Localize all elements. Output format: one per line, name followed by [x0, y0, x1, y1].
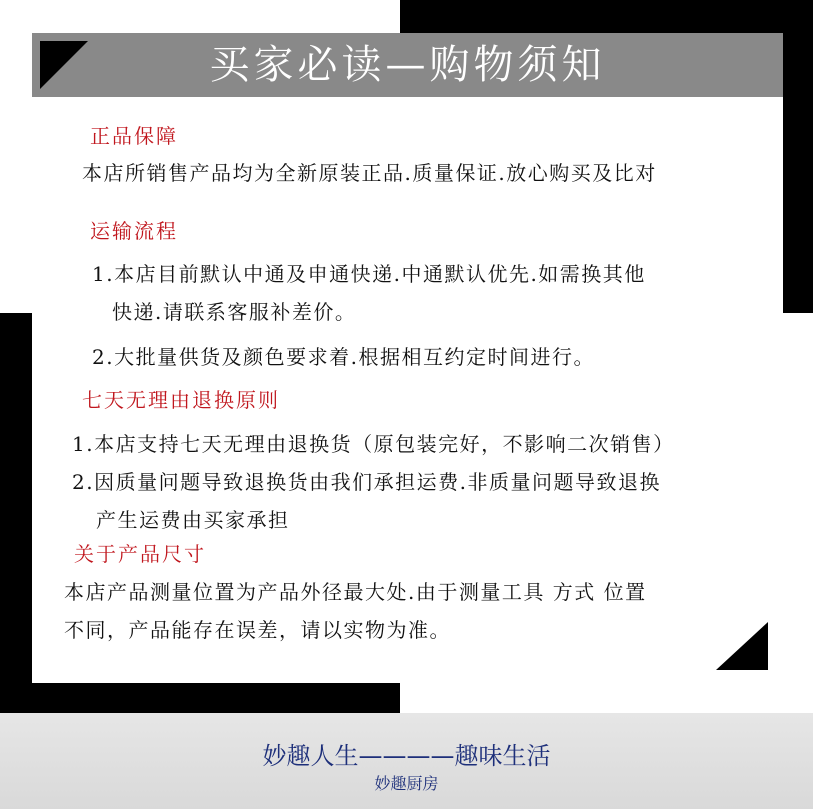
section-line: 不同，产品能存在误差，请以实物为准。: [64, 618, 451, 642]
decorative-block: [783, 313, 813, 713]
section-heading-returns: 七天无理由退换原则: [82, 388, 280, 412]
decorative-block: [0, 683, 400, 713]
section-line: 2.因质量问题导致退换货由我们承担运费.非质量问题导致退换: [72, 470, 661, 494]
section-line: 本店产品测量位置为产品外径最大处.由于测量工具 方式 位置: [64, 580, 647, 604]
section-heading-shipping: 运输流程: [90, 219, 178, 243]
section-heading-size: 关于产品尺寸: [74, 542, 206, 566]
corner-triangle-icon: [716, 622, 768, 670]
section-heading-authentic: 正品保障: [90, 124, 178, 148]
section-line: 产生运费由买家承担: [96, 508, 290, 532]
footer-slogan: 妙趣人生————趣味生活: [262, 742, 551, 770]
section-line: 1.本店支持七天无理由退换货（原包装完好，不影响二次销售）: [72, 432, 675, 456]
section-line: 2.大批量供货及颜色要求着.根据相互约定时间进行。: [92, 345, 595, 369]
section-line: 1.本店目前默认中通及申通快递.中通默认优先.如需换其他: [92, 262, 646, 286]
decorative-block: [0, 313, 32, 713]
section-line: 快递.请联系客服补差价。: [112, 300, 357, 324]
page-title: 买家必读—购物须知: [209, 42, 606, 88]
section-line: 本店所销售产品均为全新原装正品.质量保证.放心购买及比对: [82, 161, 657, 185]
footer-brand: 妙趣厨房: [374, 774, 439, 793]
